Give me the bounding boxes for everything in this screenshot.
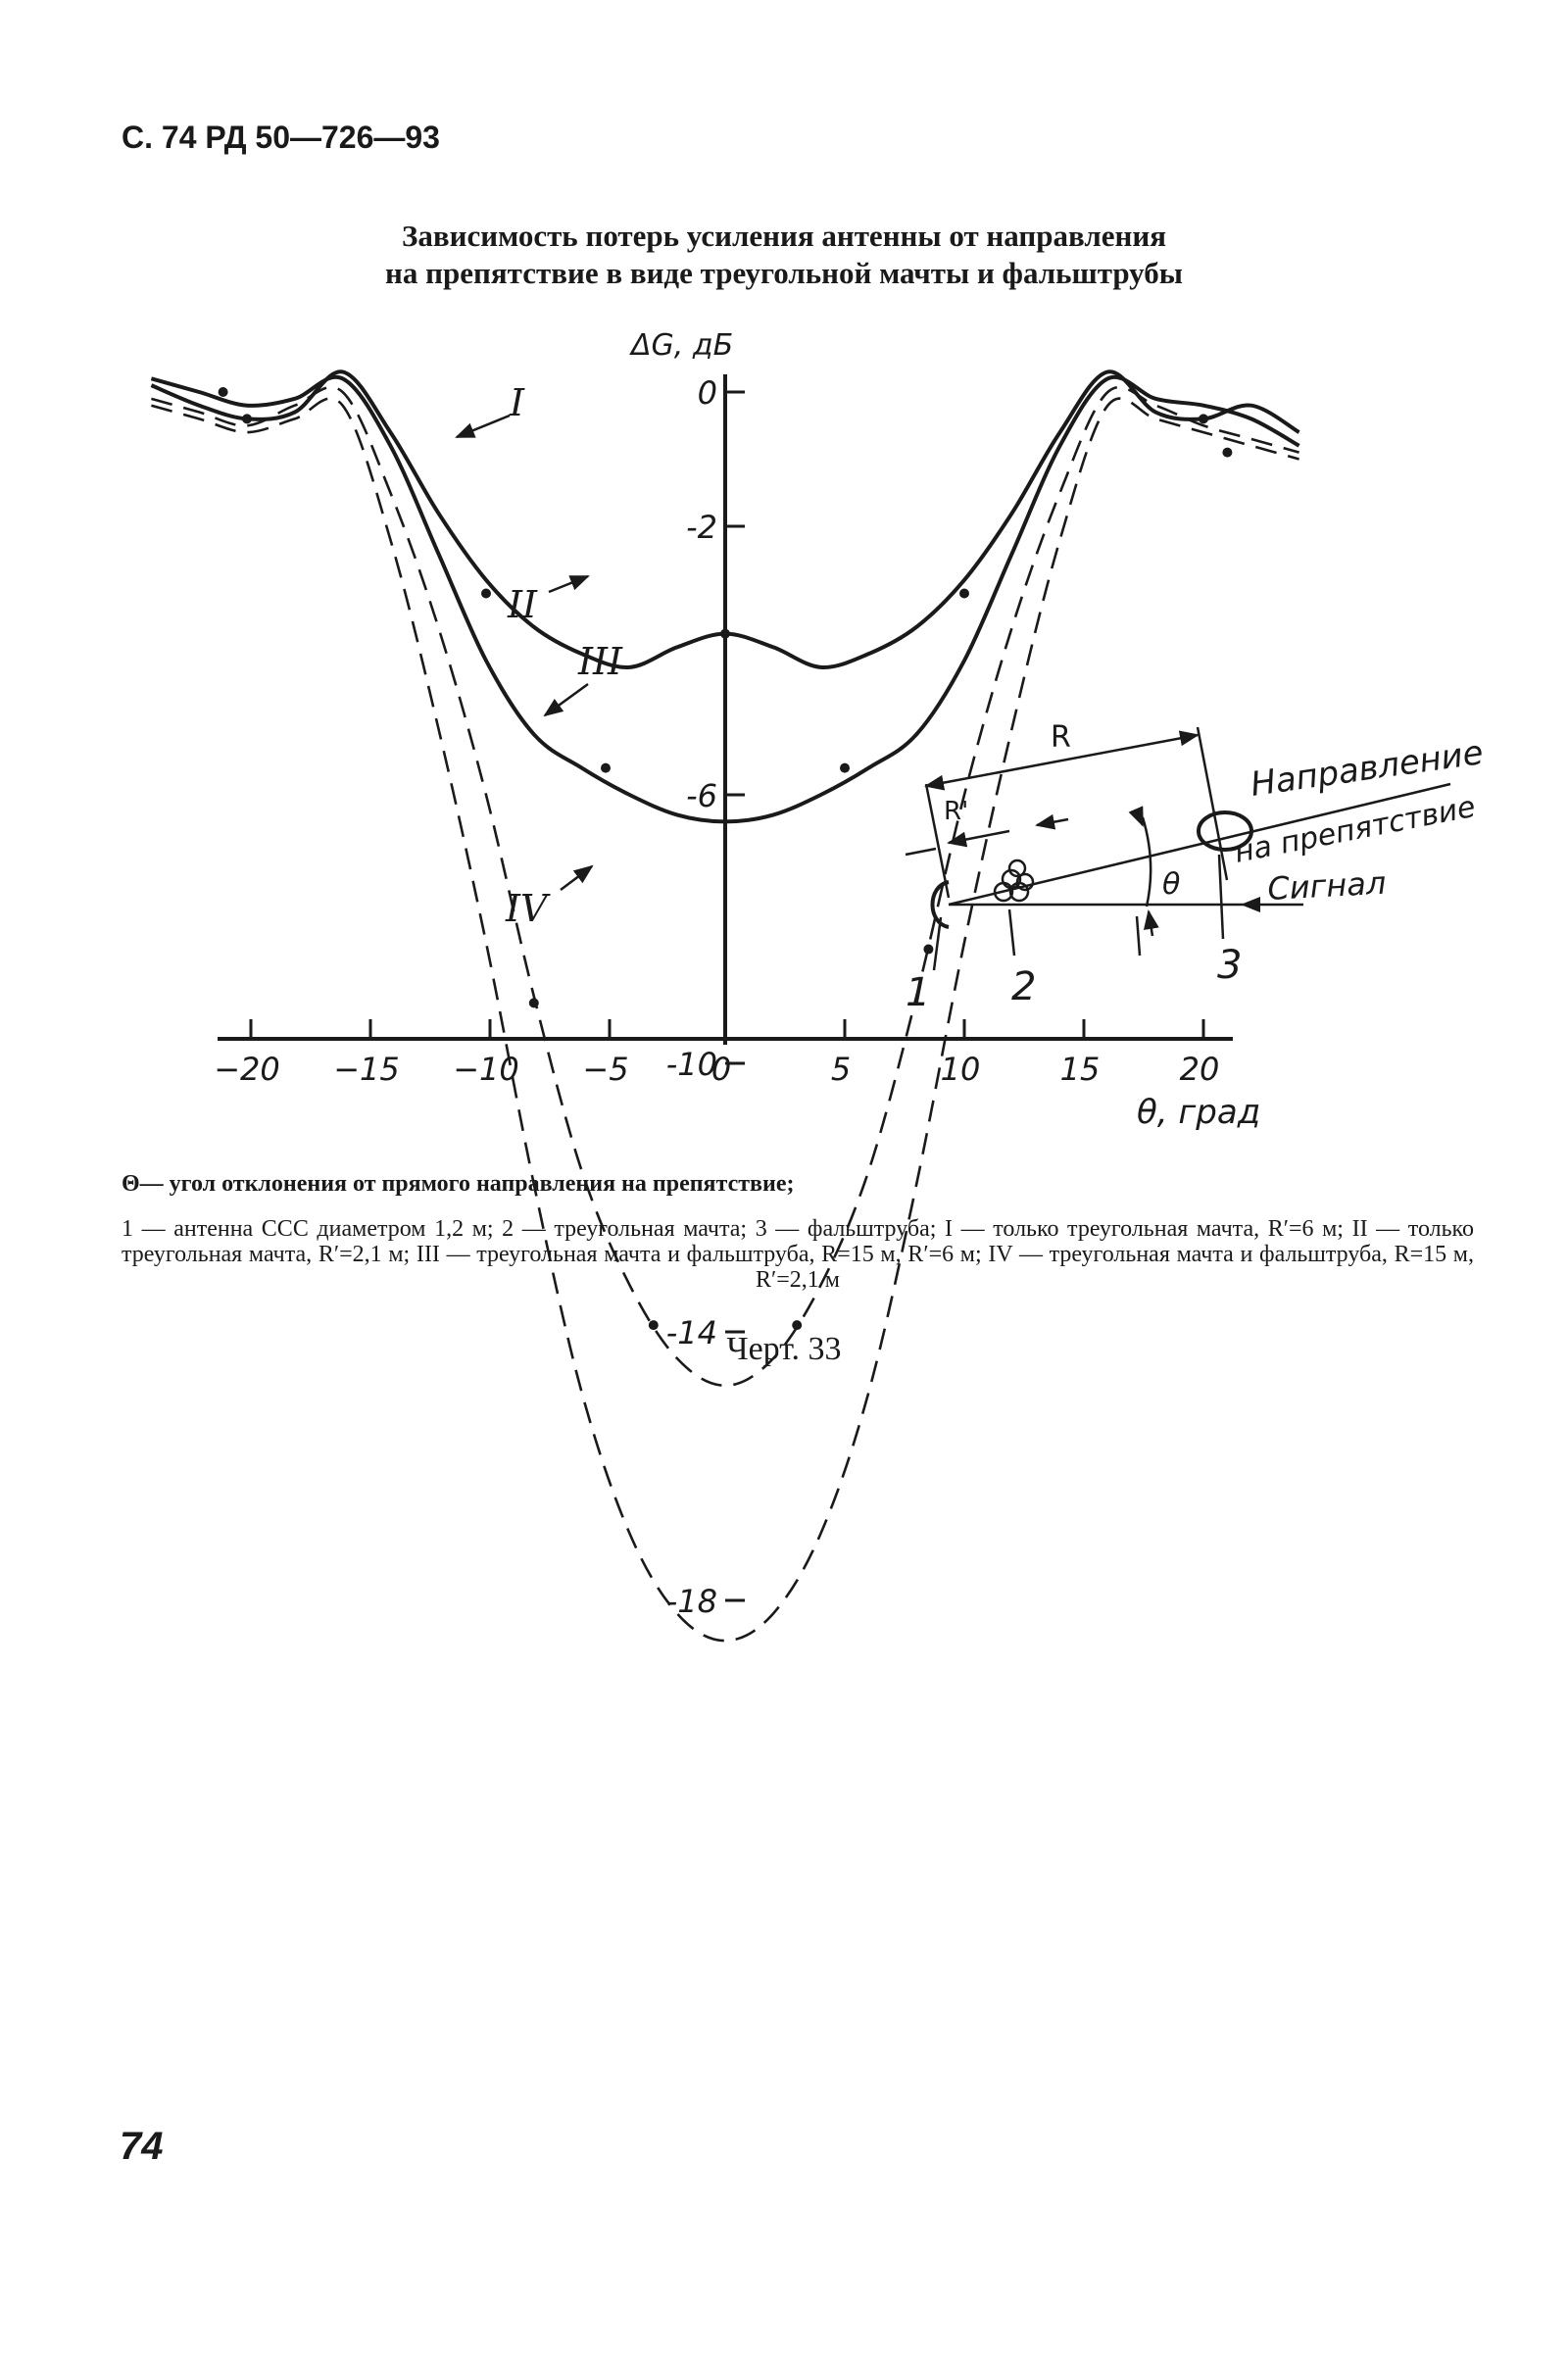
data-point-II (601, 763, 611, 773)
inset-dimension-tick (906, 849, 936, 855)
inset-number-3: 3 (1217, 943, 1243, 988)
data-point-I (242, 414, 252, 423)
page-header: С. 74 РД 50—726—93 (122, 120, 440, 155)
inset-extension-line-right (1198, 727, 1227, 880)
inset-label-R-prime: R' (944, 797, 969, 826)
inset-angle-arrow-bottom (1149, 911, 1152, 936)
series-label-leader-III (545, 684, 588, 715)
y-tick-label: -14 (665, 1314, 717, 1351)
inset-number-1: 1 (906, 970, 931, 1015)
series-label-I: I (510, 381, 525, 424)
inset-dimension-line-R-prime-right (1037, 819, 1068, 825)
data-point-III (792, 1320, 802, 1330)
y-tick-label: -10 (665, 1046, 717, 1083)
x-tick-label: 0 (710, 1051, 732, 1088)
inset-label-signal: Сигнал (1266, 863, 1388, 908)
x-axis-label: θ, град (1137, 1093, 1261, 1132)
x-tick-label: 10 (940, 1051, 981, 1088)
series-label-III: III (578, 640, 623, 683)
y-tick-label: -6 (686, 777, 717, 814)
x-tick-label: 15 (1059, 1051, 1101, 1088)
x-tick-label: −10 (453, 1051, 519, 1088)
inset-dimension-line-R-prime (949, 831, 1009, 843)
y-tick-label: 0 (697, 374, 717, 412)
data-point-III (923, 945, 933, 955)
figure-title-line-1: Зависимость потерь усиления антенны от направления (402, 219, 1166, 253)
inset-label-direction-1: Направление (1248, 733, 1486, 805)
data-point-I (1199, 414, 1208, 423)
x-tick-label: 5 (830, 1051, 852, 1088)
series-label-leader-II (549, 576, 588, 592)
series-label-IV: IV (506, 887, 548, 930)
figure-legend: 1 — антенна ССС диаметром 1,2 м; 2 — треугольная мачта; 3 — фальштруба; I — только треугольная мачта, R′=6 м; II — только треугольная мачта, R′=2,1 м; III — треугольная мачта и фальштруба, R=15 м, R′=6 м; IV — треугольная мачта и фальштруба, R=15 м, R′=2,1 м (122, 1216, 1474, 1293)
inset-leader-3 (1219, 855, 1223, 939)
inset-angle-arc (1143, 817, 1151, 907)
figure-title-line-2: на препятствие в виде треугольной мачты и фальштрубы (385, 256, 1183, 290)
series-label-leader-IV (561, 866, 592, 890)
data-point-II (481, 589, 491, 599)
data-point-II (959, 589, 969, 599)
data-point-II (840, 763, 850, 773)
x-tick-label: −5 (582, 1051, 629, 1088)
inset-label-R: R (1051, 720, 1071, 755)
x-tick-label: 20 (1179, 1051, 1220, 1088)
inset-number-2: 2 (1011, 964, 1037, 1009)
figure-number: Черт. 33 (726, 1331, 842, 1367)
inset-leader-2 (1009, 909, 1014, 956)
series-label-leader-I (457, 416, 510, 437)
theta-caption: Θ— угол отклонения от прямого направления на препятствие; (122, 1171, 795, 1197)
data-point-III (649, 1320, 659, 1330)
axis-layer (214, 328, 1260, 1620)
inset-angle-tick (1137, 916, 1140, 956)
page-number: 74 (120, 2125, 164, 2168)
inset-label-direction-2: на препятствие (1231, 789, 1479, 870)
y-tick-label: -18 (665, 1583, 717, 1620)
x-tick-label: −15 (333, 1051, 400, 1088)
inset-leader-1 (934, 917, 941, 970)
y-tick-label: -2 (686, 509, 717, 546)
data-point-II (1222, 448, 1232, 458)
y-axis-label: ΔG, дБ (631, 328, 734, 363)
data-point-II (219, 387, 228, 397)
x-tick-label: −20 (214, 1051, 280, 1088)
inset-label-theta: θ (1162, 867, 1181, 902)
series-label-II: II (508, 583, 538, 626)
data-point-III (529, 998, 539, 1007)
